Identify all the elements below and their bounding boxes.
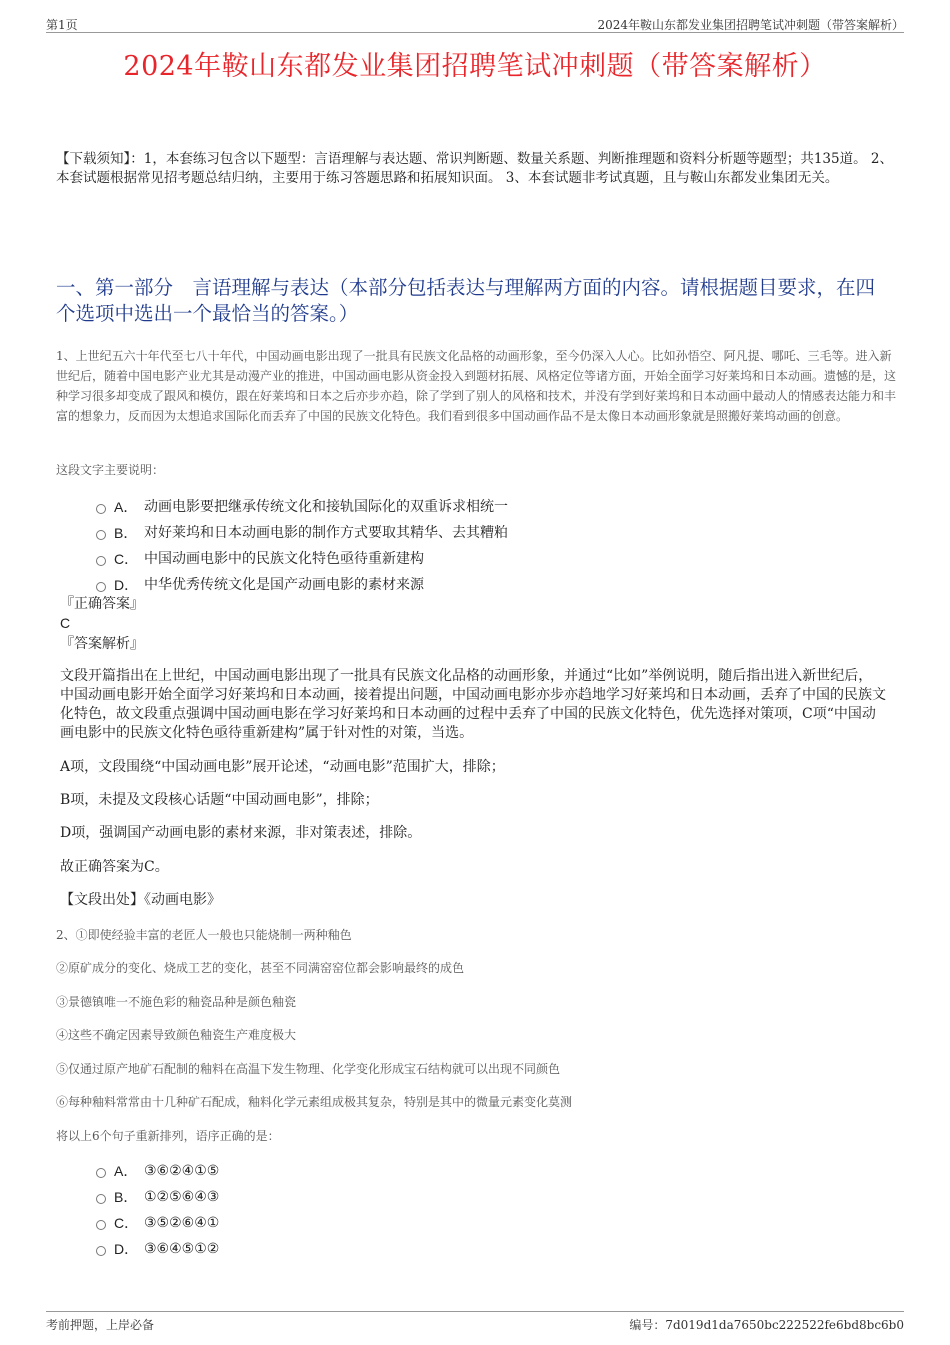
- header-doc-title: 2024年鞍山东都发业集团招聘笔试冲刺题（带答案解析）: [597, 18, 904, 32]
- answer-value: C: [60, 615, 71, 631]
- radio-icon[interactable]: [96, 582, 106, 592]
- question-1-stem: 1、上世纪五六十年代至七八十年代，中国动画电影出现了一批具有民族文化品格的动画形象，至今仍深入人心。比如孙悟空、阿凡提、哪吒、三毛等。进入新世纪后，随着中国电影产业尤其是动漫产业的推进，中国动画电影从资金投入到题材拓展、风格定位等诸方面，开始全面学习好莱坞和日本动画。遗憾的是，这种学习很多却变成了跟风和模仿，跟在好莱坞和日本之后亦步亦趋，除了学到了别人的风格和技术，并没有学到好莱坞和日本动画中最动人的情感表达能力和丰富的想象力，反而因为太想追求国际化而丢弃了中国的民族文化特色。我们看到很多中国动画作品不是太像日本动画形象就是照搬好莱坞动画的创意。: [56, 349, 897, 423]
- page-header: [46, 14, 904, 33]
- question-2-sentence: ④这些不确定因素导致颜色釉瓷生产难度极大: [56, 1028, 297, 1042]
- radio-icon[interactable]: [96, 556, 106, 566]
- analysis-line: B项，未提及文段核心话题“中国动画电影”，排除；: [60, 792, 379, 808]
- analysis-line: A项，文段围绕“中国动画电影”展开论述，“动画电影”范围扩大，排除；: [60, 759, 505, 775]
- answer-label: 『正确答案』: [60, 596, 144, 612]
- analysis-line: D项，强调国产动画电影的素材来源，非对策表述，排除。: [60, 825, 422, 841]
- analysis-label: 『答案解析』: [60, 636, 144, 652]
- page-number: 第1页: [46, 18, 78, 32]
- analysis-line: 故正确答案为C。: [60, 859, 169, 875]
- question-2-sentence: ③景德镇唯一不施色彩的釉瓷品种是颜色釉瓷: [56, 995, 297, 1009]
- question-2-sentence: ②原矿成分的变化、烧成工艺的变化，甚至不同满窑窑位都会影响最终的成色: [56, 961, 465, 975]
- question-1-prompt: 这段文字主要说明：: [56, 463, 165, 477]
- question-2-sentence: ⑥每种釉料常常由十几种矿石配成，釉料化学元素组成极其复杂，特别是其中的微量元素变化莫测: [56, 1095, 573, 1109]
- footer-serial: 编号：7d019d1da7650bc222522fe6bd8bc6b0: [629, 1318, 904, 1332]
- download-notice: 【下载须知】：1，本套练习包含以下题型：言语理解与表达题、常识判断题、数量关系题、判断推理题和资料分析题等题型；共135道。 2、本套试题根据常见招考题总结归纳，主要用于练习答题思路和拓展知识面。 3、本套试题非考试真题，且与鞍山东都发业集团无关。: [56, 151, 893, 186]
- question-2-prompt: 将以上6个句子重新排列，语序正确的是：: [56, 1129, 280, 1143]
- source-line: 【文段出处】《动画电影》: [60, 892, 221, 908]
- page-title: 2024年鞍山东都发业集团招聘笔试冲刺题（带答案解析）: [123, 51, 827, 82]
- radio-icon[interactable]: [96, 1168, 106, 1178]
- question-2-sentence: 2、①即使经验丰富的老匠人一般也只能烧制一两种釉色: [56, 928, 352, 942]
- radio-icon[interactable]: [96, 504, 106, 514]
- radio-icon[interactable]: [96, 1220, 106, 1230]
- analysis-text: 文段开篇指出在上世纪，中国动画电影出现了一批具有民族文化品格的动画形象，并通过“比如”举例说明，随后指出进入新世纪后，中国动画电影开始全面学习好莱坞和日本动画，接着提出问题，中国动画电影亦步亦趋地学习好莱坞和日本动画，丢弃了中国的民族文化特色，故文段重点强调中国动画电影在学习好莱坞和日本动画的过程中丢弃了中国的民族文化特色，优先选择对策项，C项“中国动画电影中的民族文化特色亟待重新建构”属于针对性的对策，当选。: [60, 668, 886, 741]
- radio-icon[interactable]: [96, 1246, 106, 1256]
- footer-slogan: 考前押题，上岸必备: [46, 1318, 155, 1332]
- question-2-sentence: ⑤仅通过原产地矿石配制的釉料在高温下发生物理、化学变化形成宝石结构就可以出现不同颜色: [56, 1062, 561, 1076]
- radio-icon[interactable]: [96, 1194, 106, 1204]
- page-footer: [46, 1311, 904, 1335]
- section-heading: 一、第一部分 言语理解与表达（本部分包括表达与理解两方面的内容。请根据题目要求，在四个选项中选出一个最恰当的答案。）: [56, 276, 876, 325]
- radio-icon[interactable]: [96, 530, 106, 540]
